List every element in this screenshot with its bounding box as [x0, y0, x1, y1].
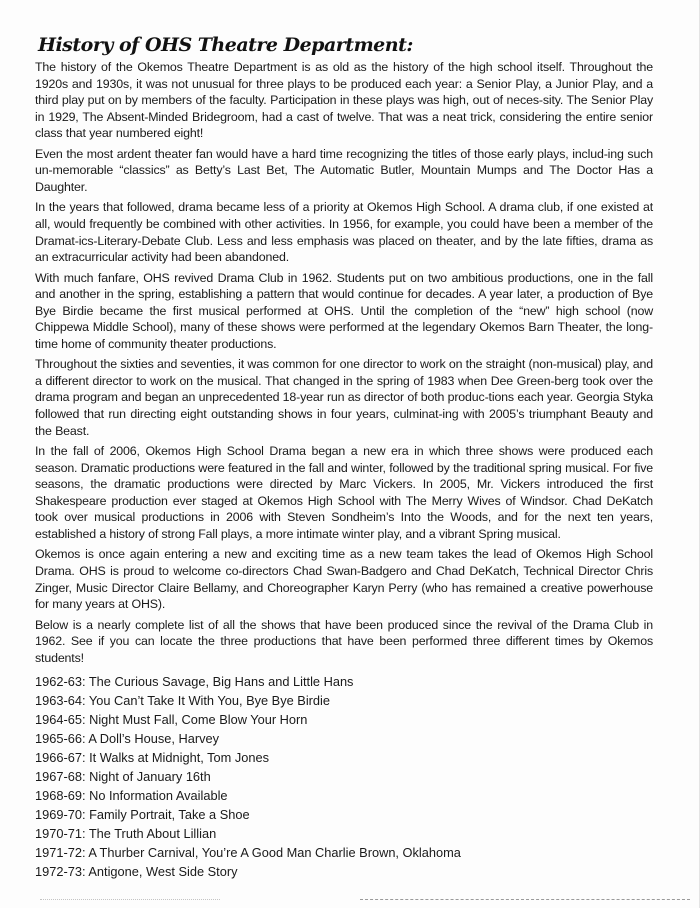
list-item: 1966-67: It Walks at Midnight, Tom Jones — [35, 750, 270, 766]
scan-edge-line — [40, 899, 220, 900]
production-list — [35, 672, 653, 881]
paragraph-early-years: The history of the Okemos Theatre Department is as old as the history of the high school itself. Throughout the 1920s and 1930s, it was not unusual for three plays to be produced each year: a Senior Play, a Junior Play, and a third play put on by members of the faculty. Participation in these plays was high, out of neces-sity. The Senior Play in 1929, The Absent-Minded Bridegroom, had a cast of twelve. That was a neat trick, considering the entire senior class that year numbered eight! — [35, 60, 653, 141]
paragraph-list-intro: Below is a nearly complete list of all the shows that have been produced since the revival of the Drama Club in 1962. See if you can locate the three productions that have been performed three different times by Okemos students! — [35, 617, 653, 665]
list-item: 1968-69: No Information Available — [35, 788, 228, 804]
list-item: 1965-66: A Doll’s House, Harvey — [35, 731, 219, 747]
list-item: 1964-65: Night Must Fall, Come Blow Your Horn — [35, 712, 308, 728]
list-item: 1967-68: Night of January 16th — [35, 769, 211, 785]
list-item: 1971-72: A Thurber Carnival, You’re A Good Man Charlie Brown, Oklahoma — [35, 845, 461, 861]
history-body — [35, 59, 653, 881]
paragraph-revival: With much fanfare, OHS revived Drama Club in 1962. Students put on two ambitious productions, one in the fall and another in the spring, establishing a pattern that would continue for decades. A year later, a production of Bye Bye Birdie became the first musical performed at OHS. Until the completion of the “new” high school (now Chippewa Middle School), many of these shows were performed at the legendary Okemos Barn Theater, the long-time home of community theater productions. — [35, 270, 653, 351]
paragraph-decline: In the years that followed, drama became less of a priority at Okemos High School. A drama club, if one existed at all, would frequently be combined with other activities. In 1956, for example, you could have been a member of the Dramat-ics-Literary-Debate Club. Less and less emphasis was placed on theater, and by the late fifties, drama as an extracurricular activity had been abandoned. — [35, 200, 653, 265]
paragraph-sixties-seventies: Throughout the sixties and seventies, it was common for one director to work on the straight (non-musical) play, and a different director to work on the musical. That changed in the spring of 1983 when Dee Green-berg took over the drama program and began an unprecedented 18-year run as director of both produc-tions each year. Georgia Styka followed that run directing eight outstanding shows in four years, culminat-ing with 2005’s triumphant Beauty and the Beast. — [35, 357, 653, 438]
list-item: 1969-70: Family Portrait, Take a Shoe — [35, 807, 250, 823]
page-title: History of OHS Theatre Department: — [38, 34, 413, 56]
list-item: 1963-64: You Can’t Take It With You, Bye Bye Birdie — [35, 693, 330, 709]
scan-edge-line — [360, 899, 690, 900]
paragraph-new-era: In the fall of 2006, Okemos High School Drama began a new era in which three shows were produced each season. Dramatic productions were featured in the fall and winter, followed by the traditional spring musical. For five seasons, the dramatic productions were directed by Marc Vickers. In 2005, Mr. Vickers introduced the first Shakespeare production ever staged at Okemos High School with The Merry Wives of Windsor. Chad DeKatch took over musical productions in 2006 with Steven Sondheim’s Into the Woods, and for the next ten years, established a history of strong Fall plays, a more intimate winter play, and a vibrant Spring musical. — [35, 444, 653, 542]
paragraph-early-titles: Even the most ardent theater fan would have a hard time recognizing the titles of those early plays, includ-ing such un-memorable “classics” as Betty’s Last Bet, The Automatic Butler, Mountain Mumps and The Doctor Has a Daughter. — [35, 146, 653, 194]
list-item: 1970-71: The Truth About Lillian — [35, 826, 217, 842]
list-item: 1972-73: Antigone, West Side Story — [35, 864, 238, 880]
paragraph-new-team: Okemos is once again entering a new and exciting time as a new team takes the lead of Okemos High School Drama. OHS is proud to welcome co-directors Chad Swan-Badgero and Chad DeKatch, Technical Director Chris Zinger, Music Director Claire Bellamy, and Choreographer Karyn Perry (who has remained a creative powerhouse for many years at OHS). — [35, 547, 653, 612]
list-item: 1962-63: The Curious Savage, Big Hans and Little Hans — [35, 674, 354, 690]
